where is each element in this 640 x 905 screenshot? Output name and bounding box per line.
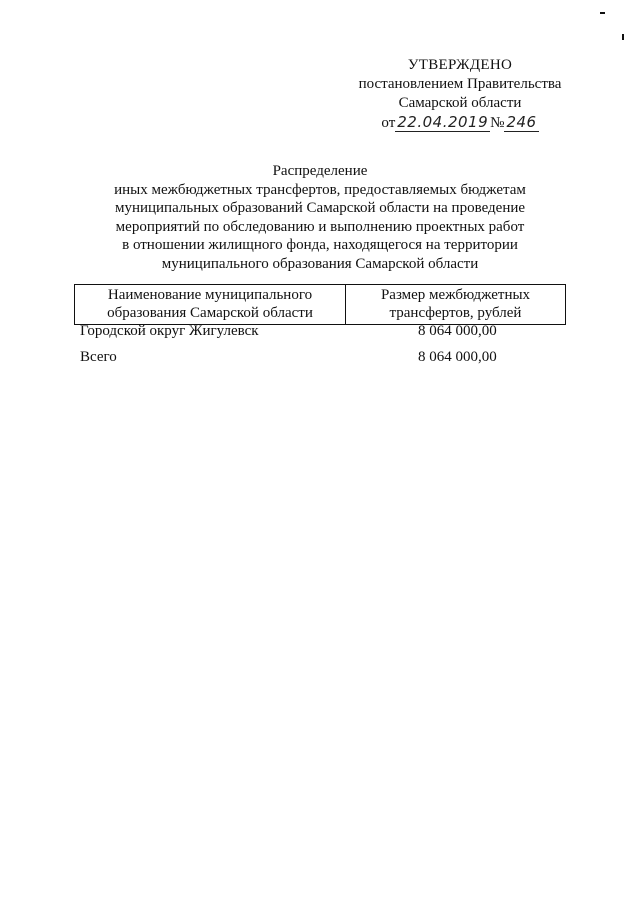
approval-date-number [340,113,580,133]
heading-line-1: иных межбюджетных трансфертов, предоставляемых бюджетам [114,181,526,198]
distribution-table-header [74,284,566,325]
handwritten-number: 246 [506,113,537,131]
column-header-amount-line-1: Размер межбюджетных [380,287,531,303]
approval-title: УТВЕРЖДЕНО [407,57,513,73]
total-amount: 8 064 000,00 [418,349,497,365]
approval-stamp [340,56,580,133]
date-prefix: от [381,115,396,131]
column-header-municipality-line-1: Наименование муниципального [107,287,313,303]
approval-line-1: постановлением Правительства [358,76,562,92]
column-header-amount-line-2: трансфертов, рублей [389,305,522,321]
table-header-row [75,285,566,325]
document-heading [80,162,560,274]
total-label: Всего [80,349,117,365]
scan-mark-side [622,34,624,40]
heading-line-4: в отношении жилищного фонда, находящегося на территории [122,237,518,254]
number-prefix: № [490,115,505,131]
heading-line-5: муниципального образования Самарской области [161,255,479,272]
transfer-amount: 8 064 000,00 [418,323,497,339]
heading-title: Распределение [272,163,368,179]
column-header-municipality [75,285,346,325]
approval-line-2: Самарской области [398,95,522,111]
column-header-amount [346,285,566,325]
municipality-name: Городской округ Жигулевск [80,323,259,339]
column-header-municipality-line-2: образования Самарской области [107,305,313,321]
scan-mark-top [600,12,605,14]
heading-line-3: мероприятий по обследованию и выполнению проектных работ [115,218,525,235]
heading-line-2: муниципальных образований Самарской области на проведение [114,200,526,217]
handwritten-date: 22.04.2019 [397,113,489,131]
